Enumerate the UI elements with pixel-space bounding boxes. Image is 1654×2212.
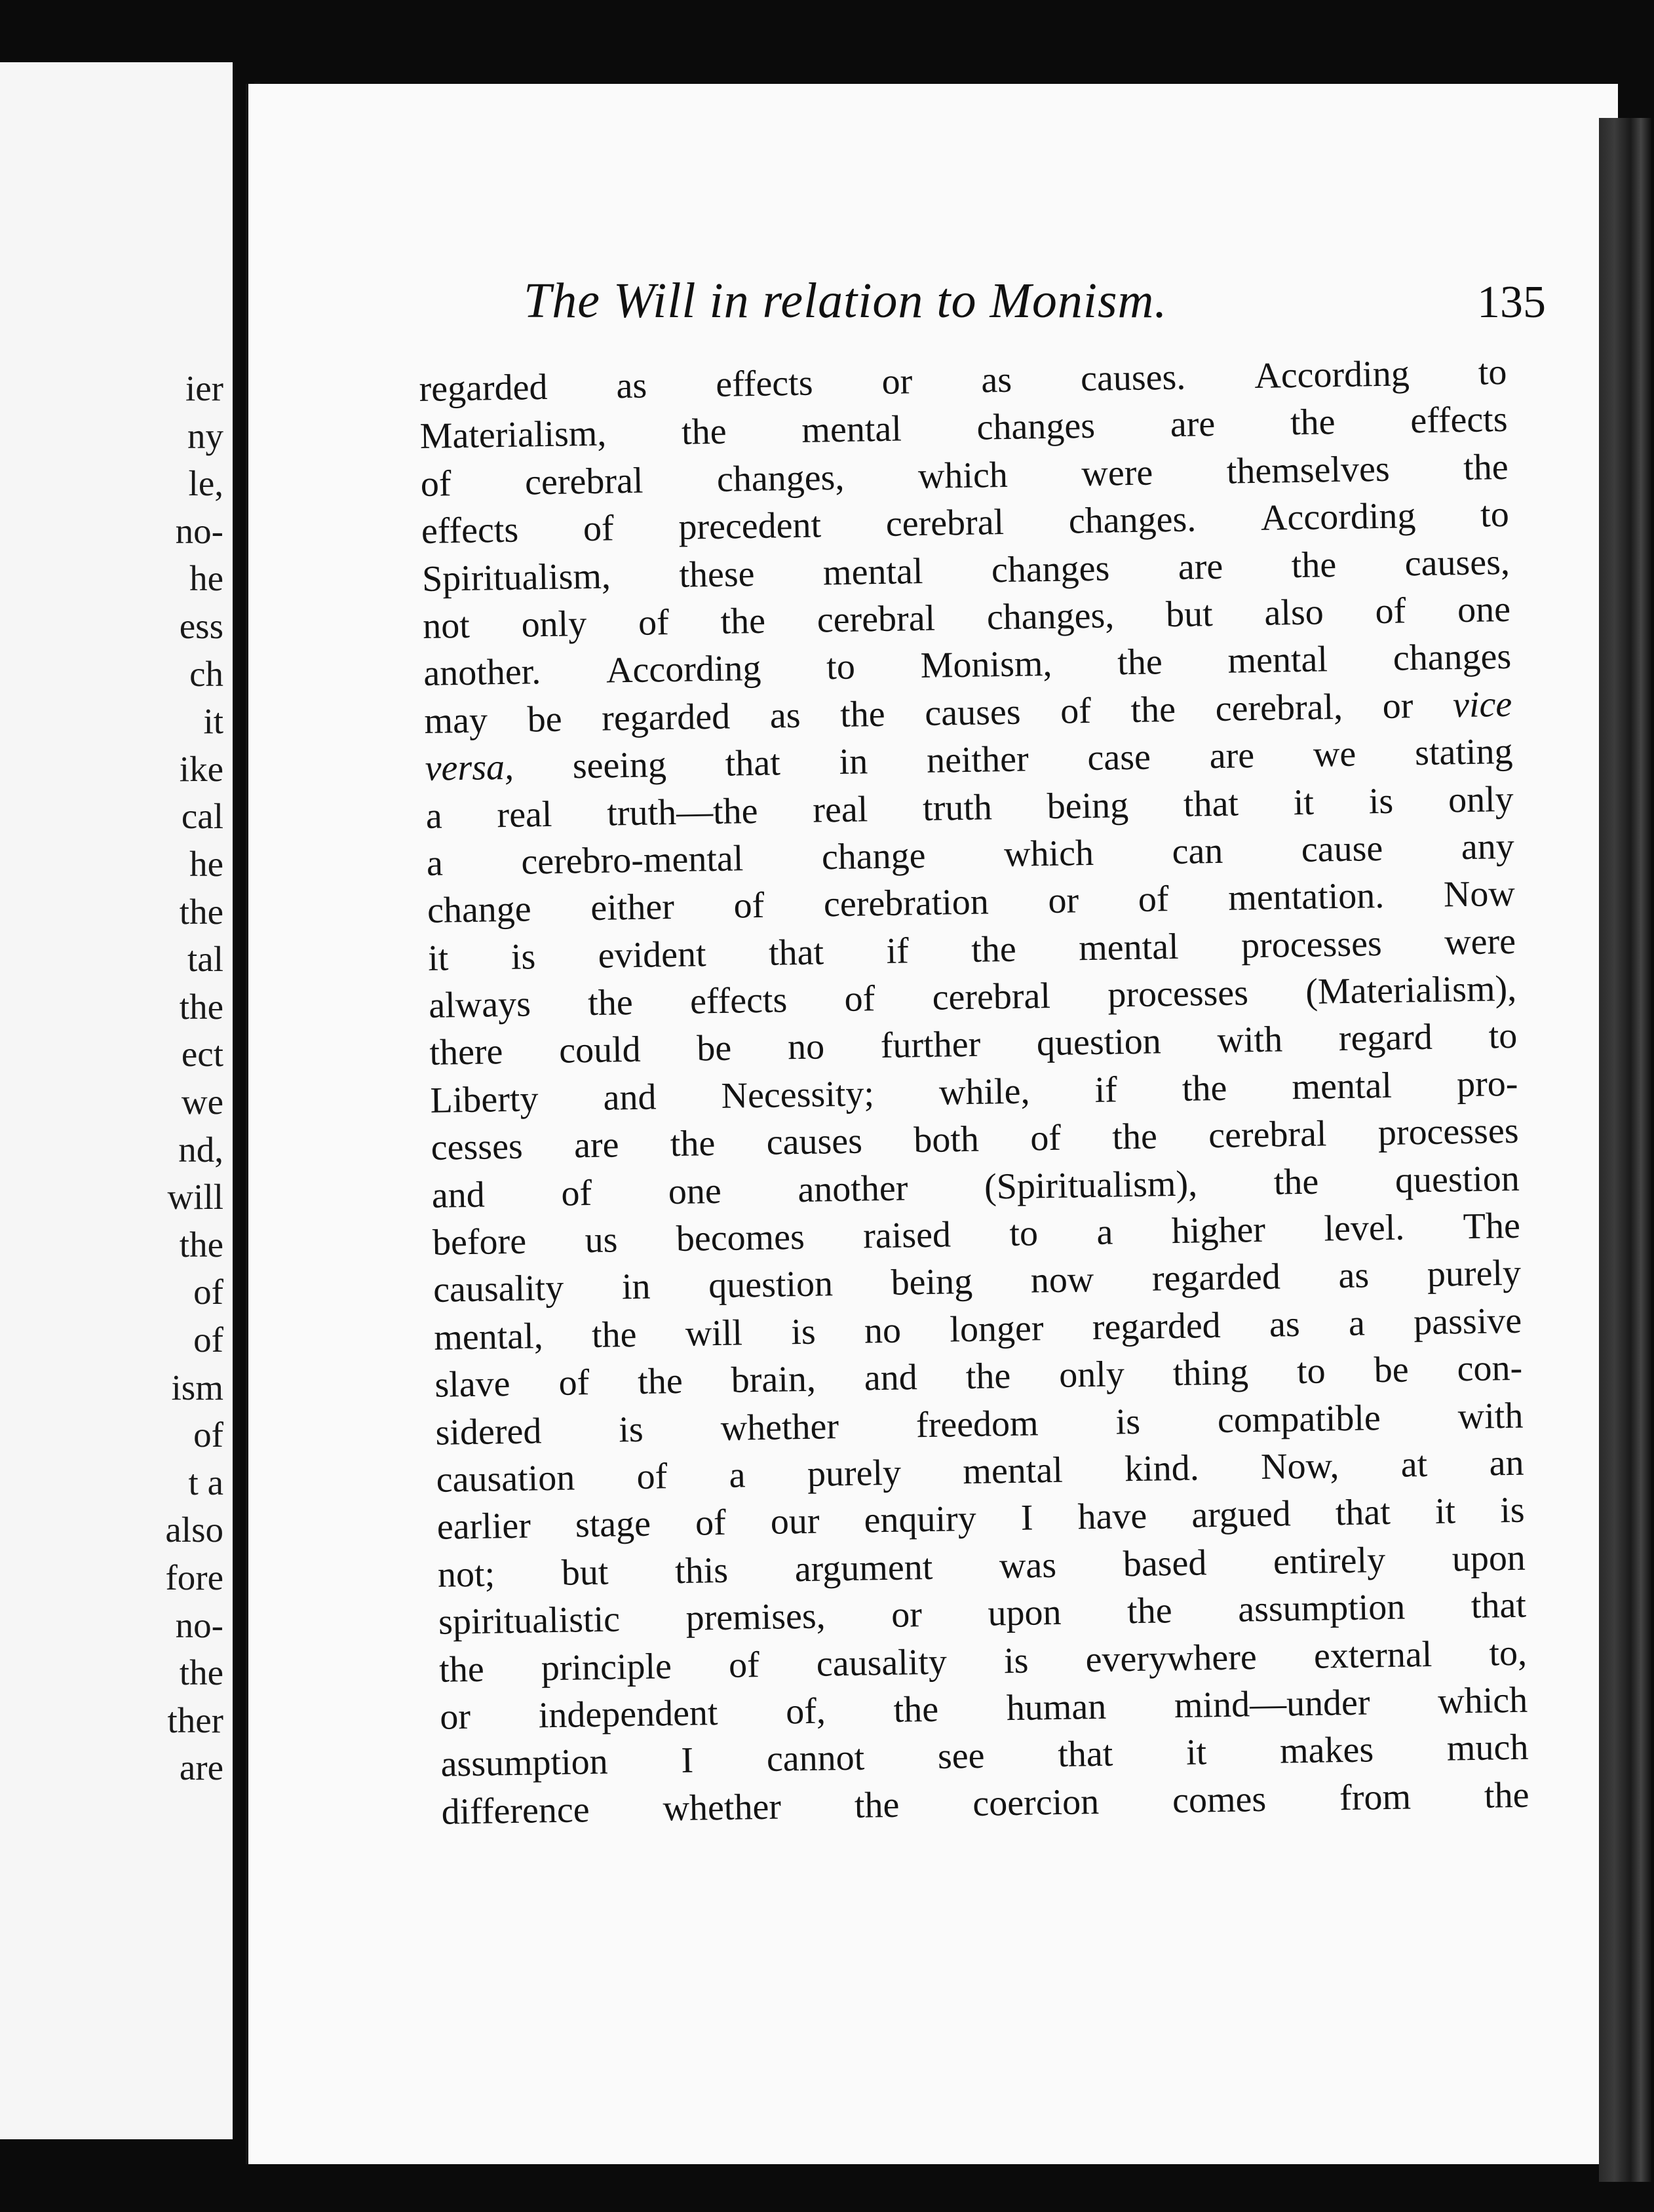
text-line: a real truth—the real truth being that it is only bbox=[425, 778, 1514, 837]
text-line: earlier stage of our enquiry I have argued that it is bbox=[436, 1490, 1526, 1548]
left-page-fragment: will bbox=[167, 1177, 223, 1217]
text-line: change either of cerebration or of mentation. Now bbox=[427, 873, 1516, 932]
text-line: and of one another (Spiritualism), the question bbox=[431, 1158, 1520, 1216]
left-page bbox=[0, 62, 233, 2139]
left-page-fragment: the bbox=[179, 986, 223, 1027]
text-line: versa, seeing that in neither case are we stating bbox=[425, 731, 1513, 790]
left-page-fragment: ess bbox=[179, 606, 223, 646]
text-line: the principle of causality is everywhere external to, bbox=[438, 1632, 1528, 1690]
left-page-fragment: are bbox=[179, 1747, 223, 1788]
text-line: Spiritualism, these mental changes are the causes, bbox=[421, 541, 1510, 600]
text-line: causation of a purely mental kind. Now, at an bbox=[436, 1442, 1524, 1500]
text-line: another. According to Monism, the mental changes bbox=[423, 636, 1512, 695]
left-page-fragment: he bbox=[189, 558, 223, 599]
left-page-fragment: ny bbox=[187, 415, 223, 456]
left-page-fragment: cal bbox=[181, 796, 223, 837]
body-text bbox=[419, 349, 1529, 1836]
text-line: difference whether the coercion comes from the bbox=[441, 1774, 1529, 1833]
left-page-fragment: we bbox=[181, 1082, 223, 1122]
right-page bbox=[246, 84, 1618, 2164]
page-number: 135 bbox=[1477, 277, 1546, 328]
text-line: spiritualistic premises, or upon the assumption that bbox=[438, 1584, 1527, 1643]
left-page-fragment: no- bbox=[175, 1605, 223, 1645]
page-edges bbox=[1599, 118, 1651, 2182]
text-line: there could be no further question with regard to bbox=[429, 1016, 1518, 1074]
left-page-fragment: le, bbox=[188, 463, 223, 504]
text-line: assumption I cannot see that it makes much bbox=[440, 1726, 1529, 1785]
text-line: slave of the brain, and the only thing to be con- bbox=[434, 1347, 1523, 1406]
left-page-fragment: no- bbox=[175, 510, 223, 551]
left-page-fragment: nd, bbox=[178, 1129, 223, 1170]
left-page-fragment: the bbox=[179, 1652, 223, 1693]
left-page-fragment: ther bbox=[167, 1700, 223, 1740]
left-page-fragment: fore bbox=[165, 1557, 223, 1597]
text-line: regarded as effects or as causes. According to bbox=[419, 351, 1507, 410]
left-page-fragment: tal bbox=[187, 939, 223, 980]
left-page-fragment: it bbox=[203, 701, 223, 742]
left-page-fragment: ch bbox=[189, 653, 223, 694]
left-page-fragment: ism bbox=[171, 1367, 223, 1407]
text-line: cesses are the causes both of the cerebral processes bbox=[431, 1111, 1519, 1169]
text-line: Materialism, the mental changes are the effects bbox=[419, 399, 1508, 457]
running-head bbox=[524, 273, 1546, 330]
text-line: sidered is whether freedom is compatible with bbox=[435, 1395, 1524, 1453]
left-page-fragment: ier bbox=[185, 368, 223, 408]
text-line: a cerebro-mental change which can cause any bbox=[426, 826, 1515, 884]
text-line: it is evident that if the mental processes were bbox=[427, 921, 1516, 979]
left-page-fragment: of bbox=[193, 1320, 223, 1360]
left-page-fragment: ect bbox=[181, 1034, 223, 1075]
left-page-fragment: also bbox=[165, 1510, 223, 1550]
text-line: Liberty and Necessity; while, if the mental pro- bbox=[430, 1063, 1518, 1121]
text-line: mental, the will is no longer regarded as a passive bbox=[433, 1300, 1522, 1358]
text-line: not only of the cerebral changes, but also of one bbox=[422, 588, 1511, 647]
left-page-fragment: the bbox=[179, 1224, 223, 1265]
left-page-fragment: of bbox=[193, 1272, 223, 1312]
left-page-fragment: the bbox=[179, 891, 223, 932]
left-page-fragment: ike bbox=[179, 748, 223, 789]
text-line: may be regarded as the causes of the cerebral, or vice bbox=[424, 683, 1512, 742]
text-line: or independent of, the human mind—under which bbox=[439, 1679, 1528, 1738]
text-line: not; but this argument was based entirely upon bbox=[437, 1537, 1526, 1595]
text-line: effects of precedent cerebral changes. According to bbox=[421, 494, 1510, 552]
text-line: causality in question being now regarded as purely bbox=[433, 1253, 1522, 1311]
running-head-title: The Will in relation to Monism. bbox=[524, 273, 1168, 328]
text-line: always the effects of cerebral processes (Materialism), bbox=[428, 968, 1517, 1026]
left-page-fragment: t a bbox=[188, 1462, 223, 1502]
text-line: of cerebral changes, which were themselves the bbox=[420, 446, 1509, 505]
text-line: before us becomes raised to a higher level. The bbox=[432, 1205, 1521, 1263]
left-page-fragment: he bbox=[189, 844, 223, 884]
left-page-fragment: of bbox=[193, 1415, 223, 1455]
